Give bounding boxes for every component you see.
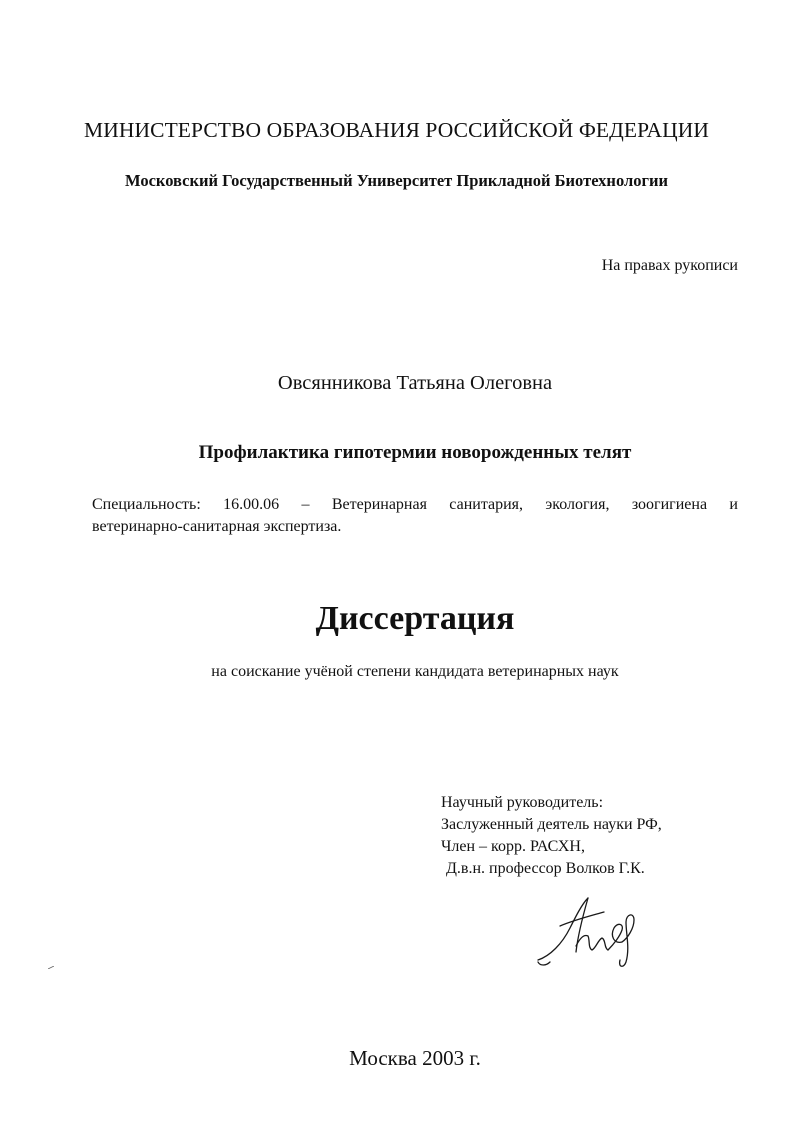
university-name: Московский Государственный Университет Прикладной Биотехнологии [124, 171, 668, 190]
specialty-block [92, 494, 738, 538]
handwritten-signature [530, 890, 645, 970]
document-type: Диссертация [315, 600, 515, 637]
manuscript-note: На правах рукописи [601, 257, 738, 274]
supervisor-block [441, 792, 662, 880]
supervisor-line-4: Д.в.н. профессор Волков Г.К. [446, 860, 645, 877]
scan-mark [48, 966, 54, 969]
specialty-line-2: ветеринарно-санитарная экспертиза. [92, 518, 342, 535]
degree-line: на соискание учёной степени кандидата ветеринарных наук [211, 663, 619, 680]
supervisor-line-1: Научный руководитель: [441, 794, 604, 811]
specialty-line-1: Специальность: 16.00.06 – Ветеринарная санитария, экология, зоогигиена и [92, 496, 738, 513]
ministry-heading: МИНИСТЕРСТВО ОБРАЗОВАНИЯ РОССИЙСКОЙ ФЕДЕРАЦИИ [84, 118, 709, 142]
author-name: Овсянникова Татьяна Олеговна [277, 372, 553, 394]
supervisor-line-3: Член – корр. РАСХН, [441, 838, 585, 855]
dissertation-title: Профилактика гипотермии новорожденных телят [198, 442, 632, 463]
supervisor-line-2: Заслуженный деятель науки РФ, [441, 816, 662, 833]
city-year: Москва 2003 г. [349, 1046, 481, 1070]
